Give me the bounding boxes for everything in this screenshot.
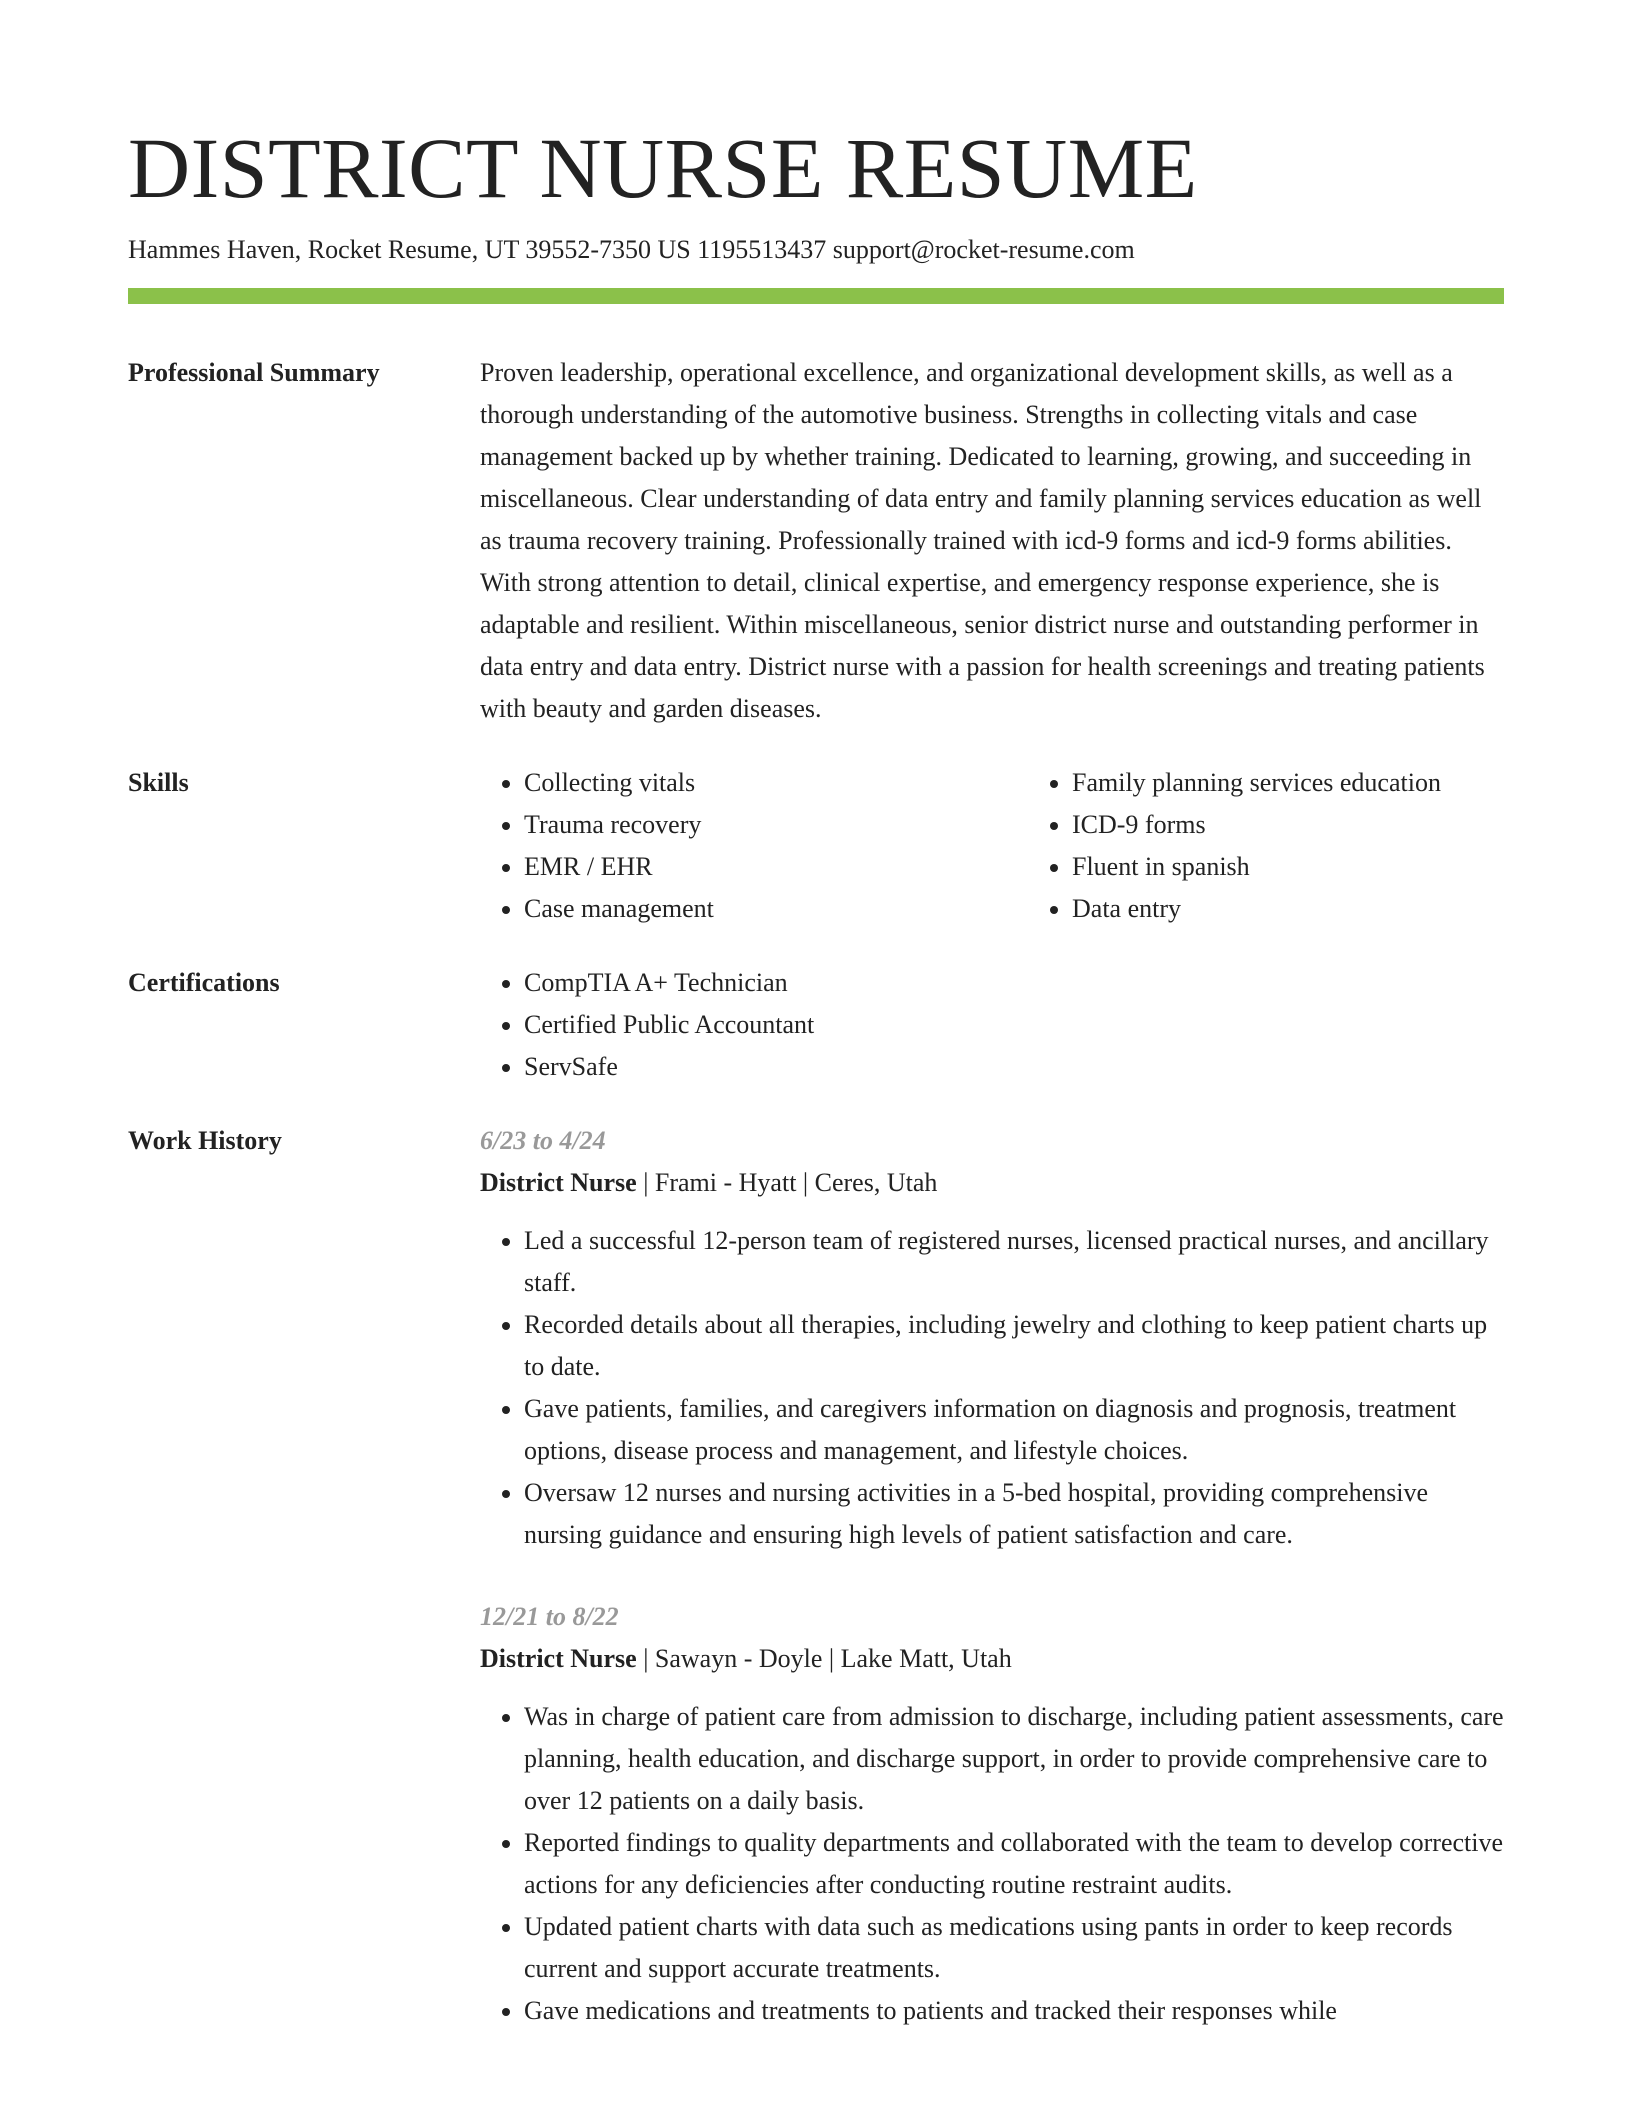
certifications-section	[128, 962, 1504, 1088]
certifications-list	[480, 962, 1504, 1088]
job-employer: | Sawayn - Doyle | Lake Matt, Utah	[636, 1644, 1012, 1673]
section-heading-summary: Professional Summary	[128, 358, 380, 387]
job-heading	[480, 1638, 1504, 1680]
job-bullet: • Led a successful 12-person team of registered nurses, licensed practical nurses, and ancillary staff.	[524, 1220, 1504, 1304]
job-bullet: • Gave patients, families, and caregivers information on diagnosis and prognosis, treatment options, disease process and management, and lifestyle choices.	[524, 1388, 1504, 1472]
skill-item: • Case management	[524, 888, 1028, 930]
resume-page	[128, 118, 1504, 2032]
job-bullets	[480, 1696, 1504, 2032]
section-heading-skills: Skills	[128, 768, 189, 797]
resume-title: DISTRICT NURSE RESUME	[128, 120, 1198, 216]
certification-item: • CompTIA A+ Technician	[524, 962, 1504, 1004]
job-entry	[480, 1120, 1504, 1556]
work-history-content	[480, 1120, 1504, 2032]
skill-item: • Family planning services education	[1072, 762, 1504, 804]
work-history-section	[128, 1120, 1504, 2032]
job-bullet: • Reported findings to quality departments and collaborated with the team to develop corrective actions for any deficiencies after conducting routine restraint audits.	[524, 1822, 1504, 1906]
job-bullet: • Was in charge of patient care from admission to discharge, including patient assessments, care planning, health education, and discharge support, in order to provide comprehensive care to over 12 patients on a daily basis.	[524, 1696, 1504, 1822]
skills-grid	[480, 762, 1504, 930]
job-bullet: • Gave medications and treatments to patients and tracked their responses while	[524, 1990, 1504, 2032]
skill-item: • Fluent in spanish	[1072, 846, 1504, 888]
professional-summary-section	[128, 352, 1504, 730]
certification-item: • ServSafe	[524, 1046, 1504, 1088]
job-bullet: • Updated patient charts with data such as medications using pants in order to keep records current and support accurate treatments.	[524, 1906, 1504, 1990]
section-heading-certifications: Certifications	[128, 968, 280, 997]
job-employer: | Frami - Hyatt | Ceres, Utah	[636, 1168, 938, 1197]
skill-item: • Data entry	[1072, 888, 1504, 930]
accent-divider	[128, 288, 1504, 304]
contact-line: Hammes Haven, Rocket Resume, UT 39552-7350 US 1195513437 support@rocket-resume.com	[128, 235, 1135, 264]
skill-item: • ICD-9 forms	[1072, 804, 1504, 846]
job-dates: 12/21 to 8/22	[480, 1602, 619, 1631]
skills-column-1	[480, 762, 1028, 930]
section-heading-work-history: Work History	[128, 1126, 282, 1155]
job-heading	[480, 1162, 1504, 1204]
job-bullets	[480, 1220, 1504, 1556]
skill-item: • Trauma recovery	[524, 804, 1028, 846]
job-bullet: • Recorded details about all therapies, including jewelry and clothing to keep patient charts up to date.	[524, 1304, 1504, 1388]
skills-section	[128, 762, 1504, 930]
certification-item: • Certified Public Accountant	[524, 1004, 1504, 1046]
job-title: District Nurse	[480, 1168, 637, 1197]
job-bullet: • Oversaw 12 nurses and nursing activities in a 5-bed hospital, providing comprehensive nursing guidance and ensuring high levels of patient satisfaction and care.	[524, 1472, 1504, 1556]
skills-column-2	[1028, 762, 1504, 930]
job-title: District Nurse	[480, 1644, 637, 1673]
skill-item: • Collecting vitals	[524, 762, 1028, 804]
skill-item: • EMR / EHR	[524, 846, 1028, 888]
certifications-list-wrap	[480, 962, 1504, 1088]
job-dates: 6/23 to 4/24	[480, 1126, 606, 1155]
summary-text: Proven leadership, operational excellence, and organizational development skills, as well as a thorough understanding of the automotive business. Strengths in collecting vitals and case management backed up by whether training. Dedicated to learning, growing, and succeeding in miscellaneous. Clear understanding of data entry and family planning services education as well as trauma recovery training. Professionally trained with icd-9 forms and icd-9 forms abilities. With strong attention to detail, clinical expertise, and emergency response experience, she is adaptable and resilient. Within miscellaneous, senior district nurse and outstanding performer in data entry and data entry. District nurse with a passion for health screenings and treating patients with beauty and garden diseases.	[480, 358, 1485, 723]
job-entry	[480, 1596, 1504, 2032]
